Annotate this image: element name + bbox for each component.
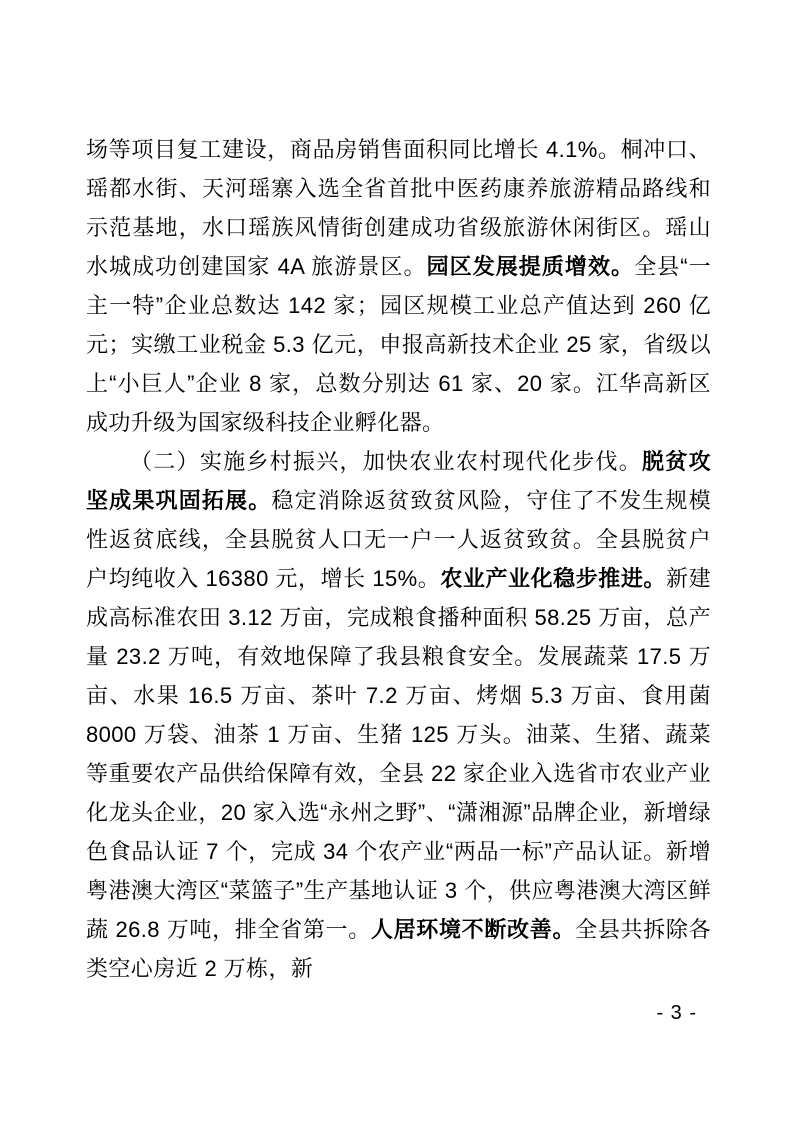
text-run: （二）实施乡村振兴，加快农业农村现代化步伐。 [130,449,643,474]
document-body [86,130,711,988]
text-run: 稳定消除返贫致贫风险，守住了不发生规模性返贫底线，全县脱贫人口无一户一人返贫致贫。全县脱贫户户均纯收入 16380 元，增长 15%。 [86,488,711,591]
text-run-bold: 农业产业化稳步推进。 [440,566,667,591]
text-run-bold: 脱贫攻坚成果巩固拓展。 [86,449,711,513]
text-run: 全县共拆除各类空心房近 2 万栋，新 [86,917,711,981]
paragraph-rural-revitalization [86,442,711,988]
paragraph-industrial-park [86,130,711,442]
text-run: 新建成高标准农田 3.12 万亩，完成粮食播种面积 58.25 万亩，总产量 23.2 万吨，有效地保障了我县粮食安全。发展蔬菜 17.5 万亩、水果 16.5 万亩、茶叶 7.2 万亩、烤烟 5.3 万亩、食用菌 8000 万袋、油茶 1 万亩、生猪 125 万头。油菜、生猪、蔬菜等重要农产品供给保障有效，全县 22 家企业入选省市农业产业化龙头企业，20 家入选“永州之野”、“潇湘源”品牌企业，新增绿色食品认证 7 个，完成 34 个农产业“两品一标”产品认证。新增粤港澳大湾区“菜篮子”生产基地认证 3 个，供应粤港澳大湾区鲜蔬 26.8 万吨，排全省第一。 [86,566,711,942]
text-run: 全县“一主一特”企业总数达 142 家；园区规模工业总产值达到 260 亿元；实缴工业税金 5.3 亿元，申报高新技术企业 25 家，省级以上“小巨人”企业 8 家，总数分别达 61 家、20 家。江华高新区成功升级为国家级科技企业孵化器。 [86,254,711,435]
text-run-bold: 人居环境不断改善。 [370,917,576,942]
page-number: - 3 - [656,1002,697,1024]
text-run: 场等项目复工建设，商品房销售面积同比增长 4.1%。桐冲口、瑶都水街、天河瑶寨入选全省首批中医药康养旅游精品路线和示范基地，水口瑶族风情街创建成功省级旅游休闲街区。瑶山水城成功创建国家 4A 旅游景区。 [86,137,711,279]
text-run-bold: 园区发展提质增效。 [426,254,635,279]
